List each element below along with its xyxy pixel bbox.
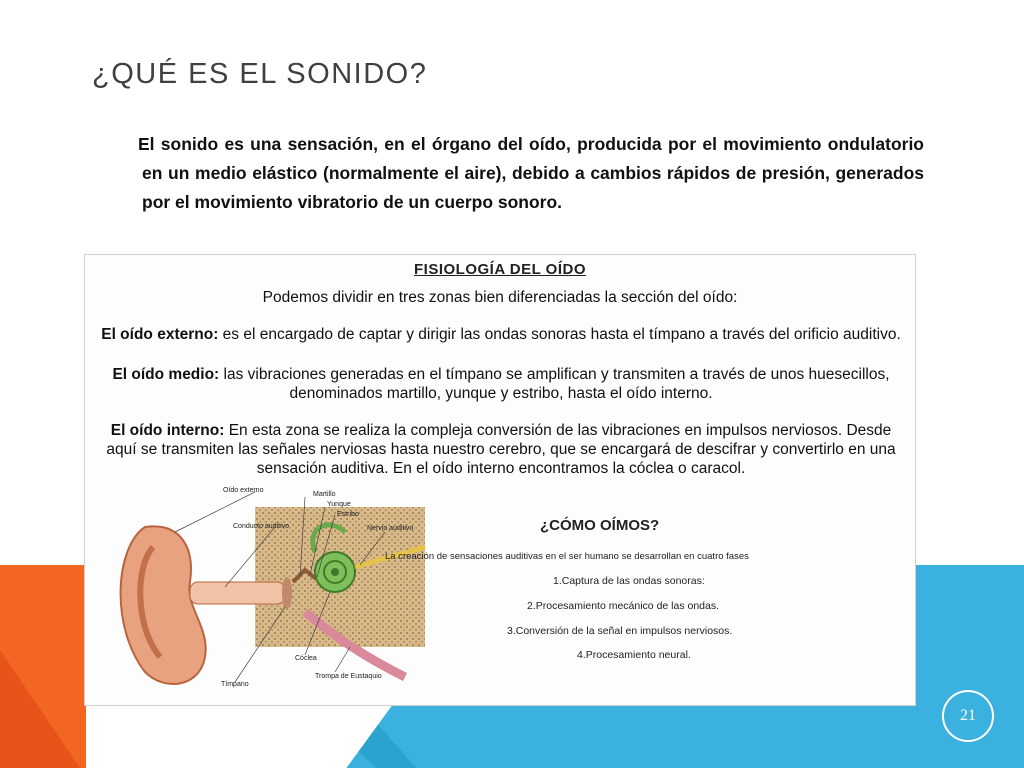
label-timpano: Tímpano xyxy=(221,681,249,688)
slide-title: ¿QUÉ ES EL SONIDO? xyxy=(92,58,428,90)
figure-title: FISIOLOGÍA DEL OÍDO xyxy=(413,261,586,278)
auditory-canal-shape xyxy=(190,582,285,604)
label-martillo: Martillo xyxy=(313,491,336,498)
orange-corner-triangle xyxy=(0,650,80,768)
como-oimos-intro: La creación de sensaciones auditivas en el ser humano se desarrollan en cuatro fases xyxy=(385,551,749,562)
phase-step: 4.Procesamiento neural. xyxy=(577,649,691,661)
zone-middle-text: las vibraciones generadas en el tímpano se amplifican y transmiten a través de unos huesecillos, denominados martillo, yunque y estribo, hasta el oído interno. xyxy=(223,366,890,402)
label-trompa-eustaquio: Trompa de Eustaquio xyxy=(315,673,382,680)
figure-intro: Podemos dividir en tres zonas bien diferenciadas la sección del oído: xyxy=(262,289,738,306)
eardrum-shape xyxy=(282,577,292,609)
phase-step: 3.Conversión de la señal en impulsos nerviosos. xyxy=(507,625,733,637)
zone-external xyxy=(99,325,903,344)
phase-step: 2.Procesamiento mecánico de las ondas. xyxy=(527,600,720,612)
zone-external-text: es el encargado de captar y dirigir las ondas sonoras hasta el tímpano a través del orificio auditivo. xyxy=(222,326,901,343)
label-estribo: Estribo xyxy=(337,511,359,518)
label-yunque: Yunque xyxy=(327,501,351,508)
white-corner-wedge xyxy=(86,700,396,768)
ear-anatomy-illustration xyxy=(105,487,435,697)
zone-internal-text: En esta zona se realiza la compleja conversión de las vibraciones en impulsos nerviosos. Desde aquí se transmiten las señales nerviosas hasta nuestro cerebro, que se encargará de descifrar y convertirlo en una sensación auditiva. En el oído interno encontramos la cóclea o caracol. xyxy=(106,422,896,477)
outer-ear-shape xyxy=(121,526,206,684)
zone-external-name: El oído externo: xyxy=(101,326,219,343)
label-conducto-auditivo: Conducto auditivo xyxy=(233,523,290,530)
zone-middle-name: El oído medio: xyxy=(112,366,220,383)
slide-body-text: El sonido es una sensación, en el órgano del oído, producida por el movimiento ondulatorio en un medio elástico (normalmente el aire), debido a cambios rápidos de presión, generados por el movimiento vibratorio de un cuerpo sonoro. xyxy=(138,134,924,212)
zone-internal xyxy=(99,421,903,478)
zone-middle xyxy=(99,365,903,403)
ear-physiology-figure xyxy=(84,254,916,706)
zone-internal-name: El oído interno: xyxy=(110,422,225,439)
ear-drawing xyxy=(105,487,435,697)
como-oimos-title: ¿CÓMO OÍMOS? xyxy=(540,517,660,534)
label-coclea: Cóclea xyxy=(295,655,317,662)
label-oido-externo: Oído externo xyxy=(223,487,264,494)
slide-number: 21 xyxy=(942,690,994,742)
phase-step: 1.Captura de las ondas sonoras: xyxy=(553,575,705,587)
label-nervio-auditivo: Nervio auditivo xyxy=(367,525,414,532)
